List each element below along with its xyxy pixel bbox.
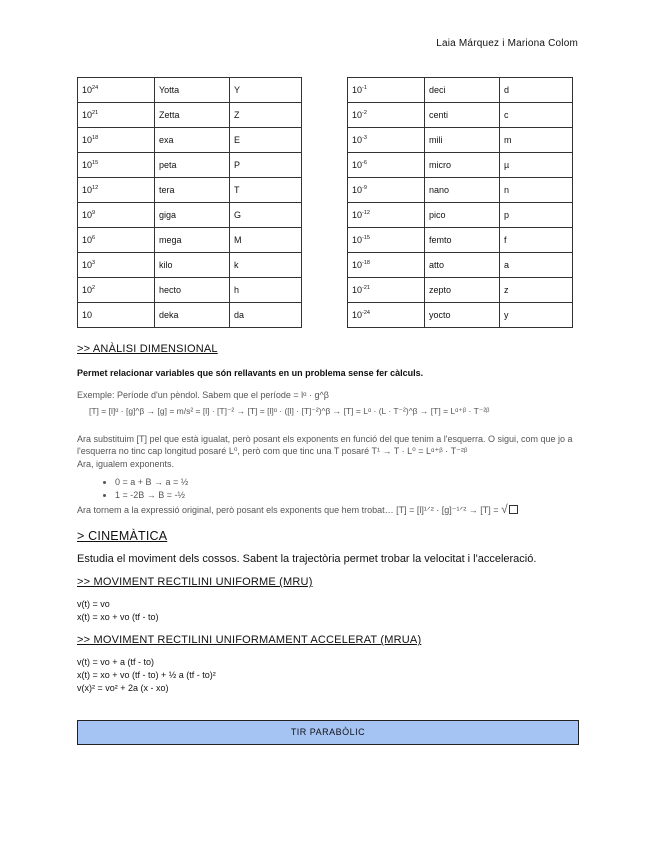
formula: x(t) = xo + vo (tf - to) + ½ a (tf - to)² (77, 670, 216, 680)
table-row (348, 153, 573, 178)
formula: v(t) = vo (77, 599, 110, 609)
prefix-name-cell: giga (155, 203, 230, 228)
prefix-name-cell: mili (425, 128, 500, 153)
power-of-ten-cell: 10 (78, 303, 155, 328)
dimensional-conclusion (77, 503, 518, 516)
mrua-formulas (77, 656, 216, 695)
power-of-ten-cell: $10^9$ (78, 203, 155, 228)
prefix-symbol-cell: T (230, 178, 302, 203)
conclusion-text: Ara tornem a la expressió original, però posant els exponents que hem trobat… [T] = [l]¹ᐟ² · [g]⁻¹ᐟ² → [T] = (77, 505, 502, 515)
table-row (348, 203, 573, 228)
prefix-name-cell: peta (155, 153, 230, 178)
table-row (348, 253, 573, 278)
table-row (348, 228, 573, 253)
prefix-name-cell: nano (425, 178, 500, 203)
section-heading-dimensional-analysis: >> ANÀLISI DIMENSIONAL (77, 343, 218, 355)
power-of-ten-cell: $10^{18}$ (78, 128, 155, 153)
table-row (78, 78, 302, 103)
prefix-symbol-cell: a (500, 253, 573, 278)
dimensional-intro: Permet relacionar variables que són rellavants en un problema sense fer càlculs. (77, 368, 424, 378)
prefix-symbol-cell: G (230, 203, 302, 228)
power-of-ten-cell: $10^{15}$ (78, 153, 155, 178)
prefix-name-cell: atto (425, 253, 500, 278)
table-row (78, 178, 302, 203)
prefix-symbol-cell: z (500, 278, 573, 303)
prefix-symbol-cell: p (500, 203, 573, 228)
prefix-symbol-cell: y (500, 303, 573, 328)
prefix-symbol-cell: da (230, 303, 302, 328)
prefix-name-cell: yocto (425, 303, 500, 328)
list-item: • 1 = -2B → B = -½ (115, 489, 188, 502)
sqrt-symbol: √ (501, 502, 508, 516)
power-of-ten-cell: $10^{-15}$ (348, 228, 425, 253)
table-row (78, 103, 302, 128)
prefix-symbol-cell: E (230, 128, 302, 153)
prefix-name-cell: deci (425, 78, 500, 103)
power-of-ten-cell: $10^6$ (78, 228, 155, 253)
power-of-ten-cell: $10^{-18}$ (348, 253, 425, 278)
prefix-name-cell: kilo (155, 253, 230, 278)
sqrt-placeholder-box (509, 505, 518, 514)
table-row (348, 128, 573, 153)
section-heading-mru: >> MOVIMENT RECTILINI UNIFORME (MRU) (77, 576, 313, 588)
power-of-ten-cell: $10^{-1}$ (348, 78, 425, 103)
section-banner-parabolic-shot: TIR PARABÒLIC (77, 720, 579, 745)
dimensional-equate-exponents: Ara, igualem exponents. (77, 459, 175, 469)
table-row (348, 178, 573, 203)
table-row (78, 203, 302, 228)
power-of-ten-cell: $10^{-9}$ (348, 178, 425, 203)
exponent-equations-list (77, 476, 188, 502)
power-of-ten-cell: $10^{-12}$ (348, 203, 425, 228)
prefix-table-small (347, 77, 573, 328)
formula: v(t) = vo + a (tf - to) (77, 657, 155, 667)
power-of-ten-cell: $10^{24}$ (78, 78, 155, 103)
prefix-symbol-cell: n (500, 178, 573, 203)
prefix-symbol-cell: m (500, 128, 573, 153)
power-of-ten-cell: $10^{-24}$ (348, 303, 425, 328)
prefix-symbol-cell: h (230, 278, 302, 303)
power-of-ten-cell: $10^{21}$ (78, 103, 155, 128)
author-name: Laia Márquez i Mariona Colom (436, 38, 578, 49)
power-of-ten-cell: $10^2$ (78, 278, 155, 303)
dimensional-derivation: [T] = [l]ᵅ · [g]^β → [g] = m/s² = [l] · [T]⁻² → [T] = [l]ᵅ · ([l] · [T]⁻²)^β → [T] = Lᵅ · (L · T⁻²)^β → [T] = Lᵅ⁺ᵝ · T⁻²ᵝ (89, 406, 490, 416)
prefix-name-cell: exa (155, 128, 230, 153)
table-row (78, 303, 302, 328)
prefix-name-cell: hecto (155, 278, 230, 303)
prefix-symbol-cell: d (500, 78, 573, 103)
table-row (348, 103, 573, 128)
table-row (78, 278, 302, 303)
prefix-symbol-cell: c (500, 103, 573, 128)
power-of-ten-cell: $10^{-2}$ (348, 103, 425, 128)
dimensional-example: Exemple: Període d'un pèndol. Sabem que el període = lᵅ · g^β (77, 390, 329, 400)
section-heading-kinematics: > CINEMÀTICA (77, 529, 168, 543)
prefix-symbol-cell: P (230, 153, 302, 178)
prefix-name-cell: femto (425, 228, 500, 253)
table-row (348, 303, 573, 328)
formula: x(t) = xo + vo (tf - to) (77, 612, 159, 622)
prefix-symbol-cell: M (230, 228, 302, 253)
prefix-name-cell: Yotta (155, 78, 230, 103)
prefix-name-cell: mega (155, 228, 230, 253)
prefix-name-cell: zepto (425, 278, 500, 303)
prefix-symbol-cell: Z (230, 103, 302, 128)
section-heading-mrua: >> MOVIMENT RECTILINI UNIFORMAMENT ACCELERAT (MRUA) (77, 634, 422, 646)
prefix-symbol-cell: Y (230, 78, 302, 103)
table-row (348, 278, 573, 303)
kinematics-intro: Estudia el moviment dels cossos. Sabent la trajectòria permet trobar la velocitat i l'acceleració. (77, 553, 537, 565)
power-of-ten-cell: $10^{-3}$ (348, 128, 425, 153)
table-row (78, 253, 302, 278)
power-of-ten-cell: $10^{-21}$ (348, 278, 425, 303)
prefix-symbol-cell: f (500, 228, 573, 253)
prefix-name-cell: centi (425, 103, 500, 128)
table-row (348, 78, 573, 103)
prefix-name-cell: pico (425, 203, 500, 228)
prefix-name-cell: Zetta (155, 103, 230, 128)
prefix-table-large (77, 77, 302, 328)
prefix-name-cell: micro (425, 153, 500, 178)
power-of-ten-cell: $10^3$ (78, 253, 155, 278)
formula: v(x)² = vo² + 2a (x - xo) (77, 683, 169, 693)
power-of-ten-cell: $10^{-6}$ (348, 153, 425, 178)
prefix-name-cell: deka (155, 303, 230, 328)
prefix-symbol-cell: µ (500, 153, 573, 178)
mru-formulas (77, 598, 159, 624)
table-row (78, 228, 302, 253)
power-of-ten-cell: $10^{12}$ (78, 178, 155, 203)
table-row (78, 153, 302, 178)
prefix-name-cell: tera (155, 178, 230, 203)
list-item: • 0 = a + B → a = ½ (115, 476, 188, 489)
table-row (78, 128, 302, 153)
dimensional-explanation: Ara substituim [T] pel que està igualat, però posant els exponents en funció del que tenim a l'esquerra. O sigui, com que jo a l'esquerra no tinc cap longitud posaré L⁰, però com que tinc una T posaré T¹ → T · L⁰ = Lᵅ⁺ᵝ · T⁻²ᵝ (77, 434, 573, 456)
prefix-symbol-cell: k (230, 253, 302, 278)
